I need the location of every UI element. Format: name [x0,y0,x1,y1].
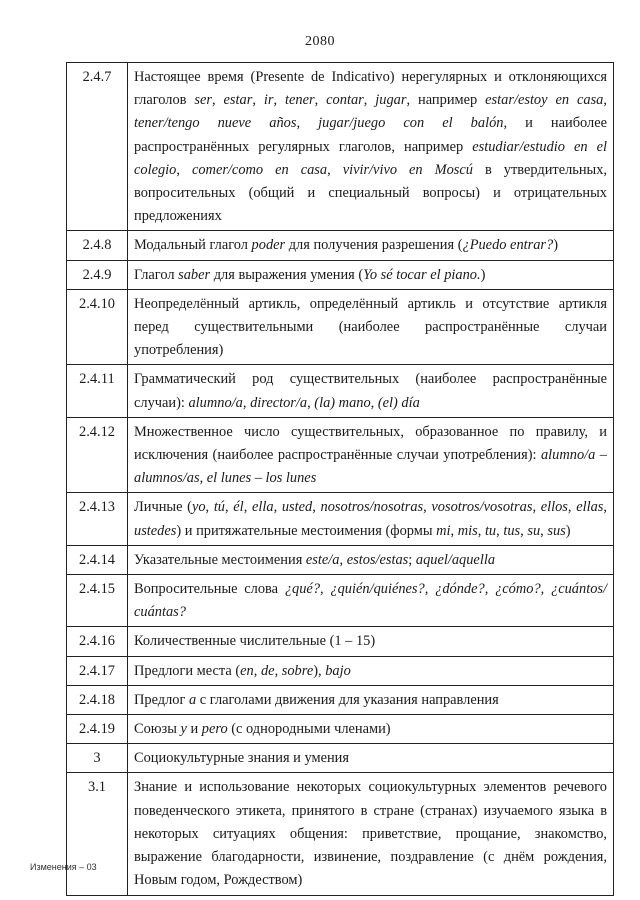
example-term: comer/como en casa [191,161,328,178]
curriculum-table-body [67,63,614,896]
description-text: Знание и использование некоторых социокультурных элементов речевого поведенческого этикета, принятого в стране (странах) изучаемого языка в некоторых ситуациях общения: приветствие, прощание, знакомство, выражение благодарности, извинение, поздравление (с днём рождения, Новым годом, Рождеством) [134,779,607,889]
example-term: estar/estoy en casa [485,92,604,109]
description-text: , [532,499,541,516]
example-term: alumno/a [188,394,243,411]
description-text: и [186,721,202,738]
table-row [67,260,614,289]
description-text: ) [553,237,559,254]
row-number: 2.4.10 [67,289,128,365]
description-text: , [314,92,327,109]
table-row [67,493,614,545]
row-number: 2.4.14 [67,545,128,574]
description-text: с глаголами движения для указания направления [196,691,499,708]
example-term: nosotros/nosotras [320,499,424,516]
row-description [128,260,614,289]
example-term: sobre [281,662,314,679]
example-term: alumno/a – alumnos/as [134,447,607,487]
row-description [128,715,614,744]
example-term: ¿cómo? [495,581,541,598]
example-term: tener/tengo nueve años [134,115,297,132]
example-term: tus [503,522,521,539]
curriculum-table [66,62,614,896]
example-term: a [188,691,197,708]
example-term: vosotros/vosotras [431,499,533,516]
example-term: mi [436,522,451,539]
description-text: , [212,92,224,109]
row-number: 3 [67,744,128,773]
example-term: estar [223,92,253,109]
example-term: y [180,721,187,738]
row-description [128,773,614,895]
table-row [67,685,614,714]
row-number: 2.4.18 [67,685,128,714]
description-text: , [320,581,331,598]
row-description [128,231,614,260]
example-term: tener [285,92,315,109]
description-text: Грамматический род существительных (наиболее распространённые случаи): [134,371,607,411]
description-text: , [496,522,504,539]
example-term: ella [251,499,274,516]
description-text: Вопросительные слова [134,581,285,598]
example-term: estudiar/estudio en el colegio [134,138,608,178]
example-term: ustedes [134,522,177,539]
row-description [128,289,614,365]
example-term: poder [251,237,286,254]
example-term: estos/estas [346,551,409,568]
example-term: jugar/juego con el balón [318,115,504,132]
description-text: для получения разрешения ( [285,237,463,254]
description-text: , [567,499,577,516]
row-number: 2.4.8 [67,231,128,260]
row-description [128,545,614,574]
example-term: saber [178,266,211,283]
row-number: 2.4.11 [67,365,128,417]
example-term: ¿qué? [284,581,321,598]
example-term: tú [213,499,226,516]
description-text: Множественное число существительных, образованное по правилу, и исключения (наиболее распространённые случаи употребления): [134,423,607,464]
row-number: 2.4.7 [67,63,128,231]
example-term: Yo sé tocar el piano. [363,266,481,283]
table-row [67,231,614,260]
example-term: este/a [305,551,340,568]
row-number: 2.4.16 [67,627,128,656]
description-text: , [520,522,528,539]
description-text: ) [565,522,571,539]
example-term: ellos [540,499,568,516]
description-text: , и наиболее распространённых регулярных глаголов, например [134,115,607,155]
description-text: , [312,499,321,516]
description-text: , [252,92,264,109]
description-text: ), [313,662,326,679]
description-text: , [540,581,552,598]
example-term: usted [281,499,313,516]
description-text: ; [408,551,416,568]
row-number: 2.4.17 [67,656,128,685]
table-row [67,656,614,685]
example-term: contar [326,92,364,109]
description-text: , [243,499,252,516]
table-row [67,63,614,231]
description-text: Указательные местоимения [134,551,306,568]
description-text: , [199,470,207,487]
description-text: , [274,662,282,679]
description-text: , [450,522,458,539]
description-text: , [327,161,343,178]
description-text: , [424,581,436,598]
example-term: el lunes – los lunes [206,470,317,487]
example-term: jugar [375,92,407,109]
table-row [67,575,614,627]
row-description [128,685,614,714]
description-text: , [603,92,607,109]
example-term: (la) mano [314,394,371,411]
example-term: vivir/vivo en Moscú [342,161,473,178]
description-text: для выражения умения ( [210,266,364,283]
description-text: Настоящее время (Presente de Indicativo) нерегулярных и отклоняющихся глаголов [134,69,607,109]
row-number: 2.4.12 [67,417,128,493]
example-term: (el) día [377,394,420,411]
description-text: ) и притяжательные местоимения (формы [176,522,437,539]
table-row [67,773,614,895]
table-row [67,744,614,773]
table-row [67,545,614,574]
row-number: 2.4.13 [67,493,128,545]
description-text: , [603,499,607,516]
description-text: (с однородными членами) [227,721,391,738]
page-footer: Изменения – 03 [30,862,97,872]
row-number: 2.4.19 [67,715,128,744]
row-description [128,627,614,656]
table-row [67,365,614,417]
example-term: en [240,662,254,679]
table-row [67,417,614,493]
example-term: ellas [576,499,604,516]
description-text: , [296,115,319,132]
example-term: ¿dónde? [435,581,485,598]
row-description [128,575,614,627]
row-description [128,744,614,773]
page-number: 2080 [305,34,335,49]
description-text: , [176,161,192,178]
example-term: tu [484,522,497,539]
description-text: , [477,522,485,539]
description-text: , [423,499,432,516]
example-term: aquel/aquella [415,551,496,568]
description-text: в утвердительных, вопросительных (общий и специальный вопросы) и отрицательных предложениях [134,161,608,225]
example-term: mis [457,522,478,539]
description-text: , [307,394,315,411]
description-text: Неопределённый артикль, определённый артикль и отсутствие артикля перед существительными (наиболее распространённые случаи употребления) [134,295,607,359]
table-row [67,715,614,744]
example-term: ¿Puedo entrar? [462,237,554,254]
row-number: 2.4.9 [67,260,128,289]
description-text: , [225,499,234,516]
description-text: , [484,581,496,598]
example-term: ir [263,92,274,109]
example-term: yo [191,499,206,516]
description-text: , [242,394,251,411]
example-term: bajo [325,662,351,679]
description-text: , [205,499,214,516]
example-term: ¿cuántos/ cuántas? [134,581,607,621]
description-text: , например [406,92,486,109]
example-term: ser [194,92,212,109]
description-text: Предлог [134,691,189,708]
description-text: , [273,92,286,109]
row-description [128,365,614,417]
description-text: Модальный глагол [134,237,252,254]
row-number: 3.1 [67,773,128,895]
example-term: director/a [250,394,308,411]
description-text: Глагол [134,266,179,283]
row-description [128,63,614,231]
table-row [67,289,614,365]
description-text: , [339,551,347,568]
example-term: su [527,522,541,539]
description-text: Предлоги места ( [134,662,241,679]
description-text: Количественные числительные (1 – 15) [134,633,376,650]
example-term: él [233,499,244,516]
example-term: sus [547,522,566,539]
description-text: ) [480,266,486,283]
example-term: pero [201,721,228,738]
description-text: , [540,522,548,539]
description-text: , [253,662,261,679]
row-description [128,417,614,493]
description-text: , [273,499,282,516]
table-row [67,627,614,656]
description-text: Союзы [134,721,181,738]
example-term: de [260,662,275,679]
row-description [128,493,614,545]
description-text: , [363,92,376,109]
description-text: Социокультурные знания и умения [134,750,349,767]
description-text: Личные ( [134,499,192,516]
row-number: 2.4.15 [67,575,128,627]
description-text: , [370,394,378,411]
row-description [128,656,614,685]
example-term: ¿quién/quiénes? [330,581,425,598]
